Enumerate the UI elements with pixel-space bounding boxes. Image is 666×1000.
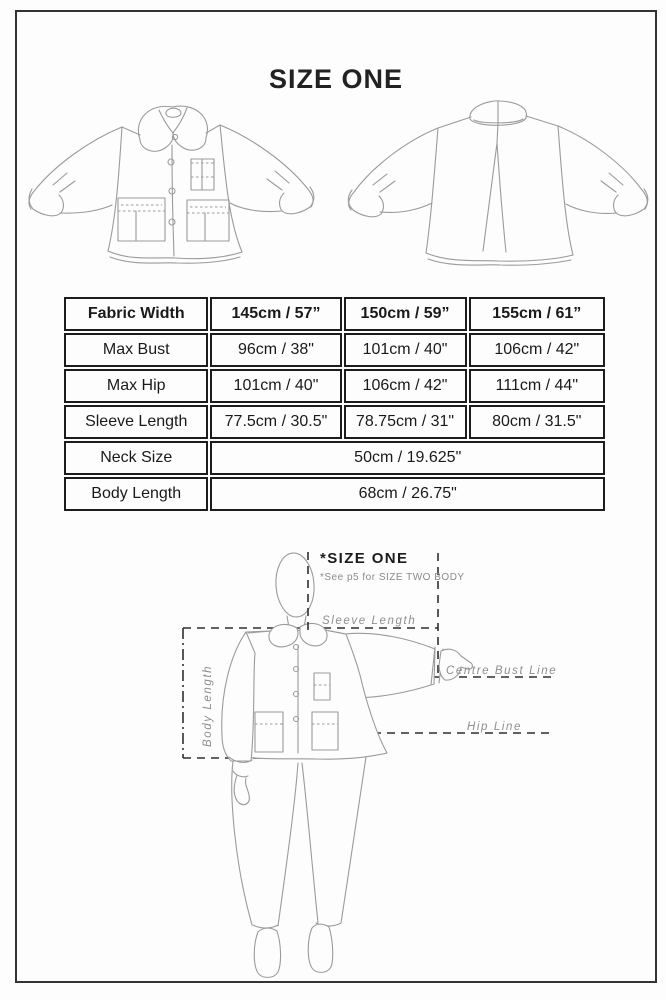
jacket-back-drawing bbox=[340, 93, 660, 298]
front-right-sleeve bbox=[220, 125, 313, 207]
cell-value: 111cm / 44" bbox=[469, 369, 605, 403]
table-row-max-hip bbox=[64, 369, 605, 403]
page-title: SIZE ONE bbox=[268, 64, 404, 94]
fabric-width-value: 150cm / 59” bbox=[344, 297, 467, 331]
figure-trousers bbox=[232, 757, 366, 926]
back-right-sleeve bbox=[558, 126, 647, 209]
body-length-label: Body Length bbox=[202, 664, 214, 747]
figure-head bbox=[274, 552, 316, 618]
row-label: Sleeve Length bbox=[64, 405, 208, 439]
diagram-size-note: *See p5 for SIZE TWO BODY bbox=[320, 572, 465, 583]
cell-value: 80cm / 31.5" bbox=[469, 405, 605, 439]
cell-value: 106cm / 42" bbox=[344, 369, 467, 403]
figure-hanging-hand bbox=[233, 771, 249, 805]
front-left-sleeve bbox=[29, 127, 122, 209]
size-table bbox=[62, 295, 607, 513]
cell-value: 101cm / 40" bbox=[344, 333, 467, 367]
table-header-row bbox=[64, 297, 605, 331]
hem-pocket-left bbox=[118, 198, 165, 241]
diagram-size-label: *SIZE ONE bbox=[320, 550, 409, 567]
back-body bbox=[426, 128, 438, 253]
button bbox=[168, 159, 174, 165]
table-row-body-length bbox=[64, 477, 605, 511]
fabric-width-value: 145cm / 57” bbox=[210, 297, 341, 331]
figure-foot bbox=[308, 924, 332, 972]
cell-value: 101cm / 40" bbox=[210, 369, 341, 403]
table-row-max-bust bbox=[64, 333, 605, 367]
sleeve-length-label: Sleeve Length bbox=[322, 615, 417, 627]
table-row-sleeve-length bbox=[64, 405, 605, 439]
hanger-loop bbox=[166, 108, 181, 117]
front-hem bbox=[108, 251, 242, 259]
back-pleat bbox=[483, 123, 506, 252]
front-right-cuff bbox=[280, 187, 314, 214]
back-hem bbox=[426, 253, 573, 261]
table-row-neck-size bbox=[64, 441, 605, 475]
button bbox=[169, 219, 175, 225]
row-label: Max Hip bbox=[64, 369, 208, 403]
cell-value: 96cm / 38" bbox=[210, 333, 341, 367]
row-label: Body Length bbox=[64, 477, 208, 511]
cell-value: 106cm / 42" bbox=[469, 333, 605, 367]
measurement-diagram bbox=[15, 535, 657, 985]
front-left-cuff bbox=[29, 189, 63, 216]
row-label: Neck Size bbox=[64, 441, 208, 475]
front-body bbox=[108, 127, 122, 251]
back-left-sleeve bbox=[349, 128, 438, 210]
back-left-cuff bbox=[348, 190, 383, 217]
centre-bust-line-label: Centre Bust Line bbox=[446, 665, 558, 677]
back-right-cuff bbox=[614, 189, 648, 216]
hem-pocket-right bbox=[187, 200, 229, 241]
fabric-width-value: 155cm / 61” bbox=[469, 297, 605, 331]
cell-value: 68cm / 26.75" bbox=[210, 477, 605, 511]
figure-foot bbox=[254, 928, 280, 977]
row-label-fabric-width: Fabric Width bbox=[64, 297, 208, 331]
row-label: Max Bust bbox=[64, 333, 208, 367]
cell-value: 77.5cm / 30.5" bbox=[210, 405, 341, 439]
hip-line-label: Hip Line bbox=[467, 721, 522, 733]
jacket-front-drawing bbox=[15, 93, 335, 298]
cell-value: 50cm / 19.625" bbox=[210, 441, 605, 475]
cell-value: 78.75cm / 31" bbox=[344, 405, 467, 439]
figure-hanging-sleeve bbox=[222, 632, 255, 761]
